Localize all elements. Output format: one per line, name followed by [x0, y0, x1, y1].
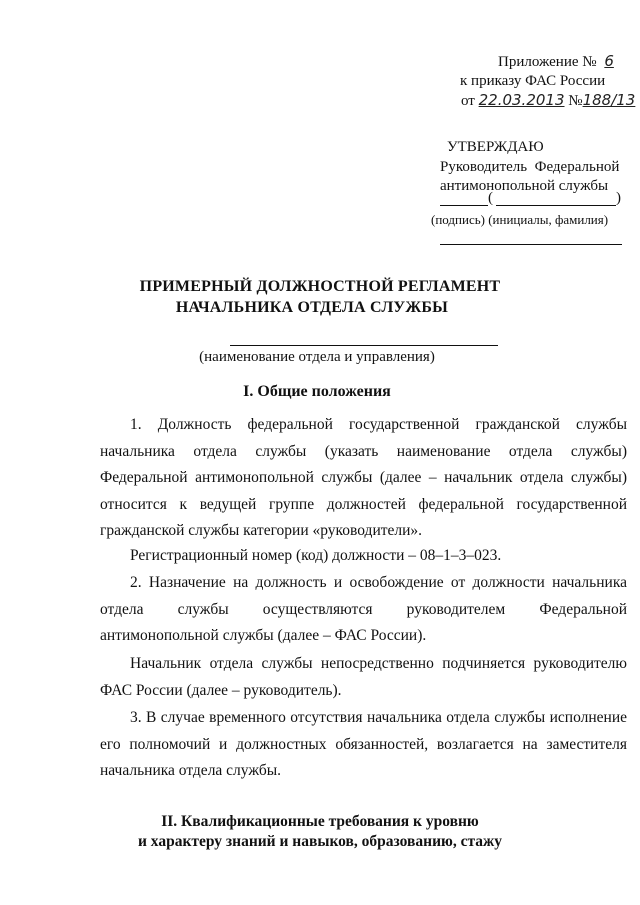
- number-sign: №: [568, 93, 583, 109]
- paragraph-5: 3. В случае временного отсутствия начальника отдела службы исполнение его полномочий и должностных обязанностей, возлагается на заместителя начальника отдела службы.: [100, 709, 627, 779]
- document-title-line2: НАЧАЛЬНИКА ОТДЕЛА СЛУЖБЫ: [175, 299, 449, 316]
- paragraph-4: Начальник отдела службы непосредственно подчиняется руководителю ФАС России (далее – руководитель).: [100, 655, 627, 699]
- section1-heading: I. Общие положения: [243, 383, 391, 400]
- signature-line: [440, 192, 624, 208]
- attachment-number-handwritten: 6: [604, 52, 614, 70]
- section2-heading-line2: и характеру знаний и навыков, образованию, стажу: [137, 833, 503, 850]
- section2-heading-line1: II. Квалификационные требования к уровню: [161, 813, 479, 830]
- department-underline: [230, 345, 498, 346]
- attachment-label-text: Приложение №: [498, 54, 597, 70]
- approval-position-line1: Руководитель Федеральной: [440, 159, 620, 175]
- paren-close: ): [616, 190, 621, 206]
- signature-underline: [440, 205, 488, 206]
- paren-open: (: [488, 190, 493, 206]
- from-label: от: [461, 93, 475, 109]
- paragraph-3: 2. Назначение на должность и освобождение от должности начальника отдела службы осуществляются руководителем Федеральной антимонопольной службы (далее – ФАС России).: [100, 574, 627, 644]
- document-title-line1: ПРИМЕРНЫЙ ДОЛЖНОСТНОЙ РЕГЛАМЕНТ: [139, 278, 501, 295]
- attachment-label: [498, 52, 618, 71]
- paragraph-1: 1. Должность федеральной государственной гражданской службы начальника отдела службы (указать наименование отдела службы) Федеральной антимонопольной службы (далее – начальник отдела службы) относится к ведущей группе должностей федеральной государственной гражданской службы категории «руководители».: [100, 416, 627, 539]
- attachment-order-line: к приказу ФАС России: [460, 73, 606, 89]
- paragraph-2: Регистрационный номер (код) должности – 08–1–3–023.: [130, 547, 502, 564]
- attachment-date-line: [461, 91, 635, 110]
- approval-title: УТВЕРЖДАЮ: [447, 139, 544, 155]
- approval-date-underline: [440, 244, 622, 245]
- approval-position-line2: антимонопольной службы: [440, 178, 609, 194]
- name-underline: [496, 205, 616, 206]
- department-caption: (наименование отдела и управления): [199, 349, 435, 365]
- order-date-handwritten: 22.03.2013: [478, 91, 565, 109]
- signature-caption: (подпись) (инициалы, фамилия): [431, 212, 609, 227]
- order-number-handwritten: 188/13: [582, 91, 636, 109]
